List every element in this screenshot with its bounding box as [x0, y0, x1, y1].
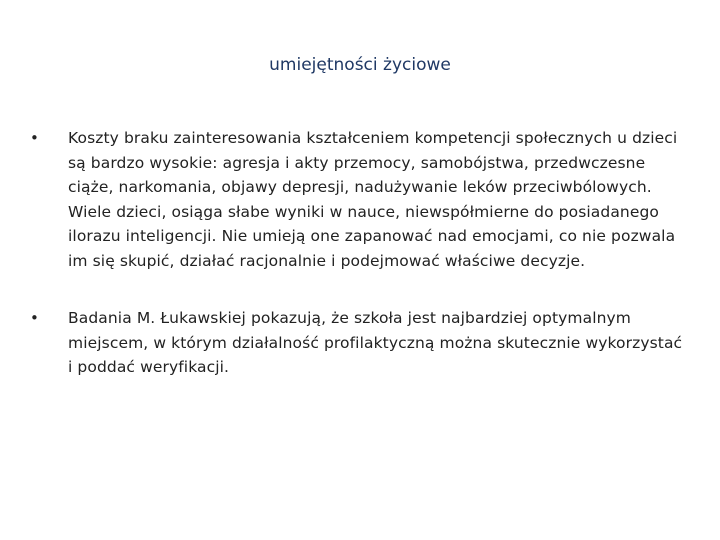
bullet-text: Badania M. Łukawskiej pokazują, że szkoła jest najbardziej optymalnym miejscem, w którym działalność profilaktyczną można skutecznie wykorzystać i poddać weryfikacji.: [68, 309, 683, 376]
bullet-marker: •: [30, 309, 39, 327]
bullet-item: [30, 306, 690, 380]
slide-title: umiejętności życiowe: [269, 55, 451, 75]
bullet-list: [30, 126, 690, 380]
bullet-marker: •: [30, 129, 39, 147]
bullet-text: Koszty braku zainteresowania kształceniem kompetencji społecznych u dzieci są bardzo wysokie: agresja i akty przemocy, samobójstwa, przedwczesne ciąże, narkomania, objawy depresji, nadużywanie leków przeciwbólowych. Wiele dzieci, osiąga słabe wyniki w nauce, niewspółmierne do posiadanego ilorazu inteligencji. Nie umieją one zapanować nad emocjami, co nie pozwala im się skupić, działać racjonalnie i podejmować właściwe decyzje.: [68, 129, 678, 270]
bullet-item: [30, 126, 690, 273]
